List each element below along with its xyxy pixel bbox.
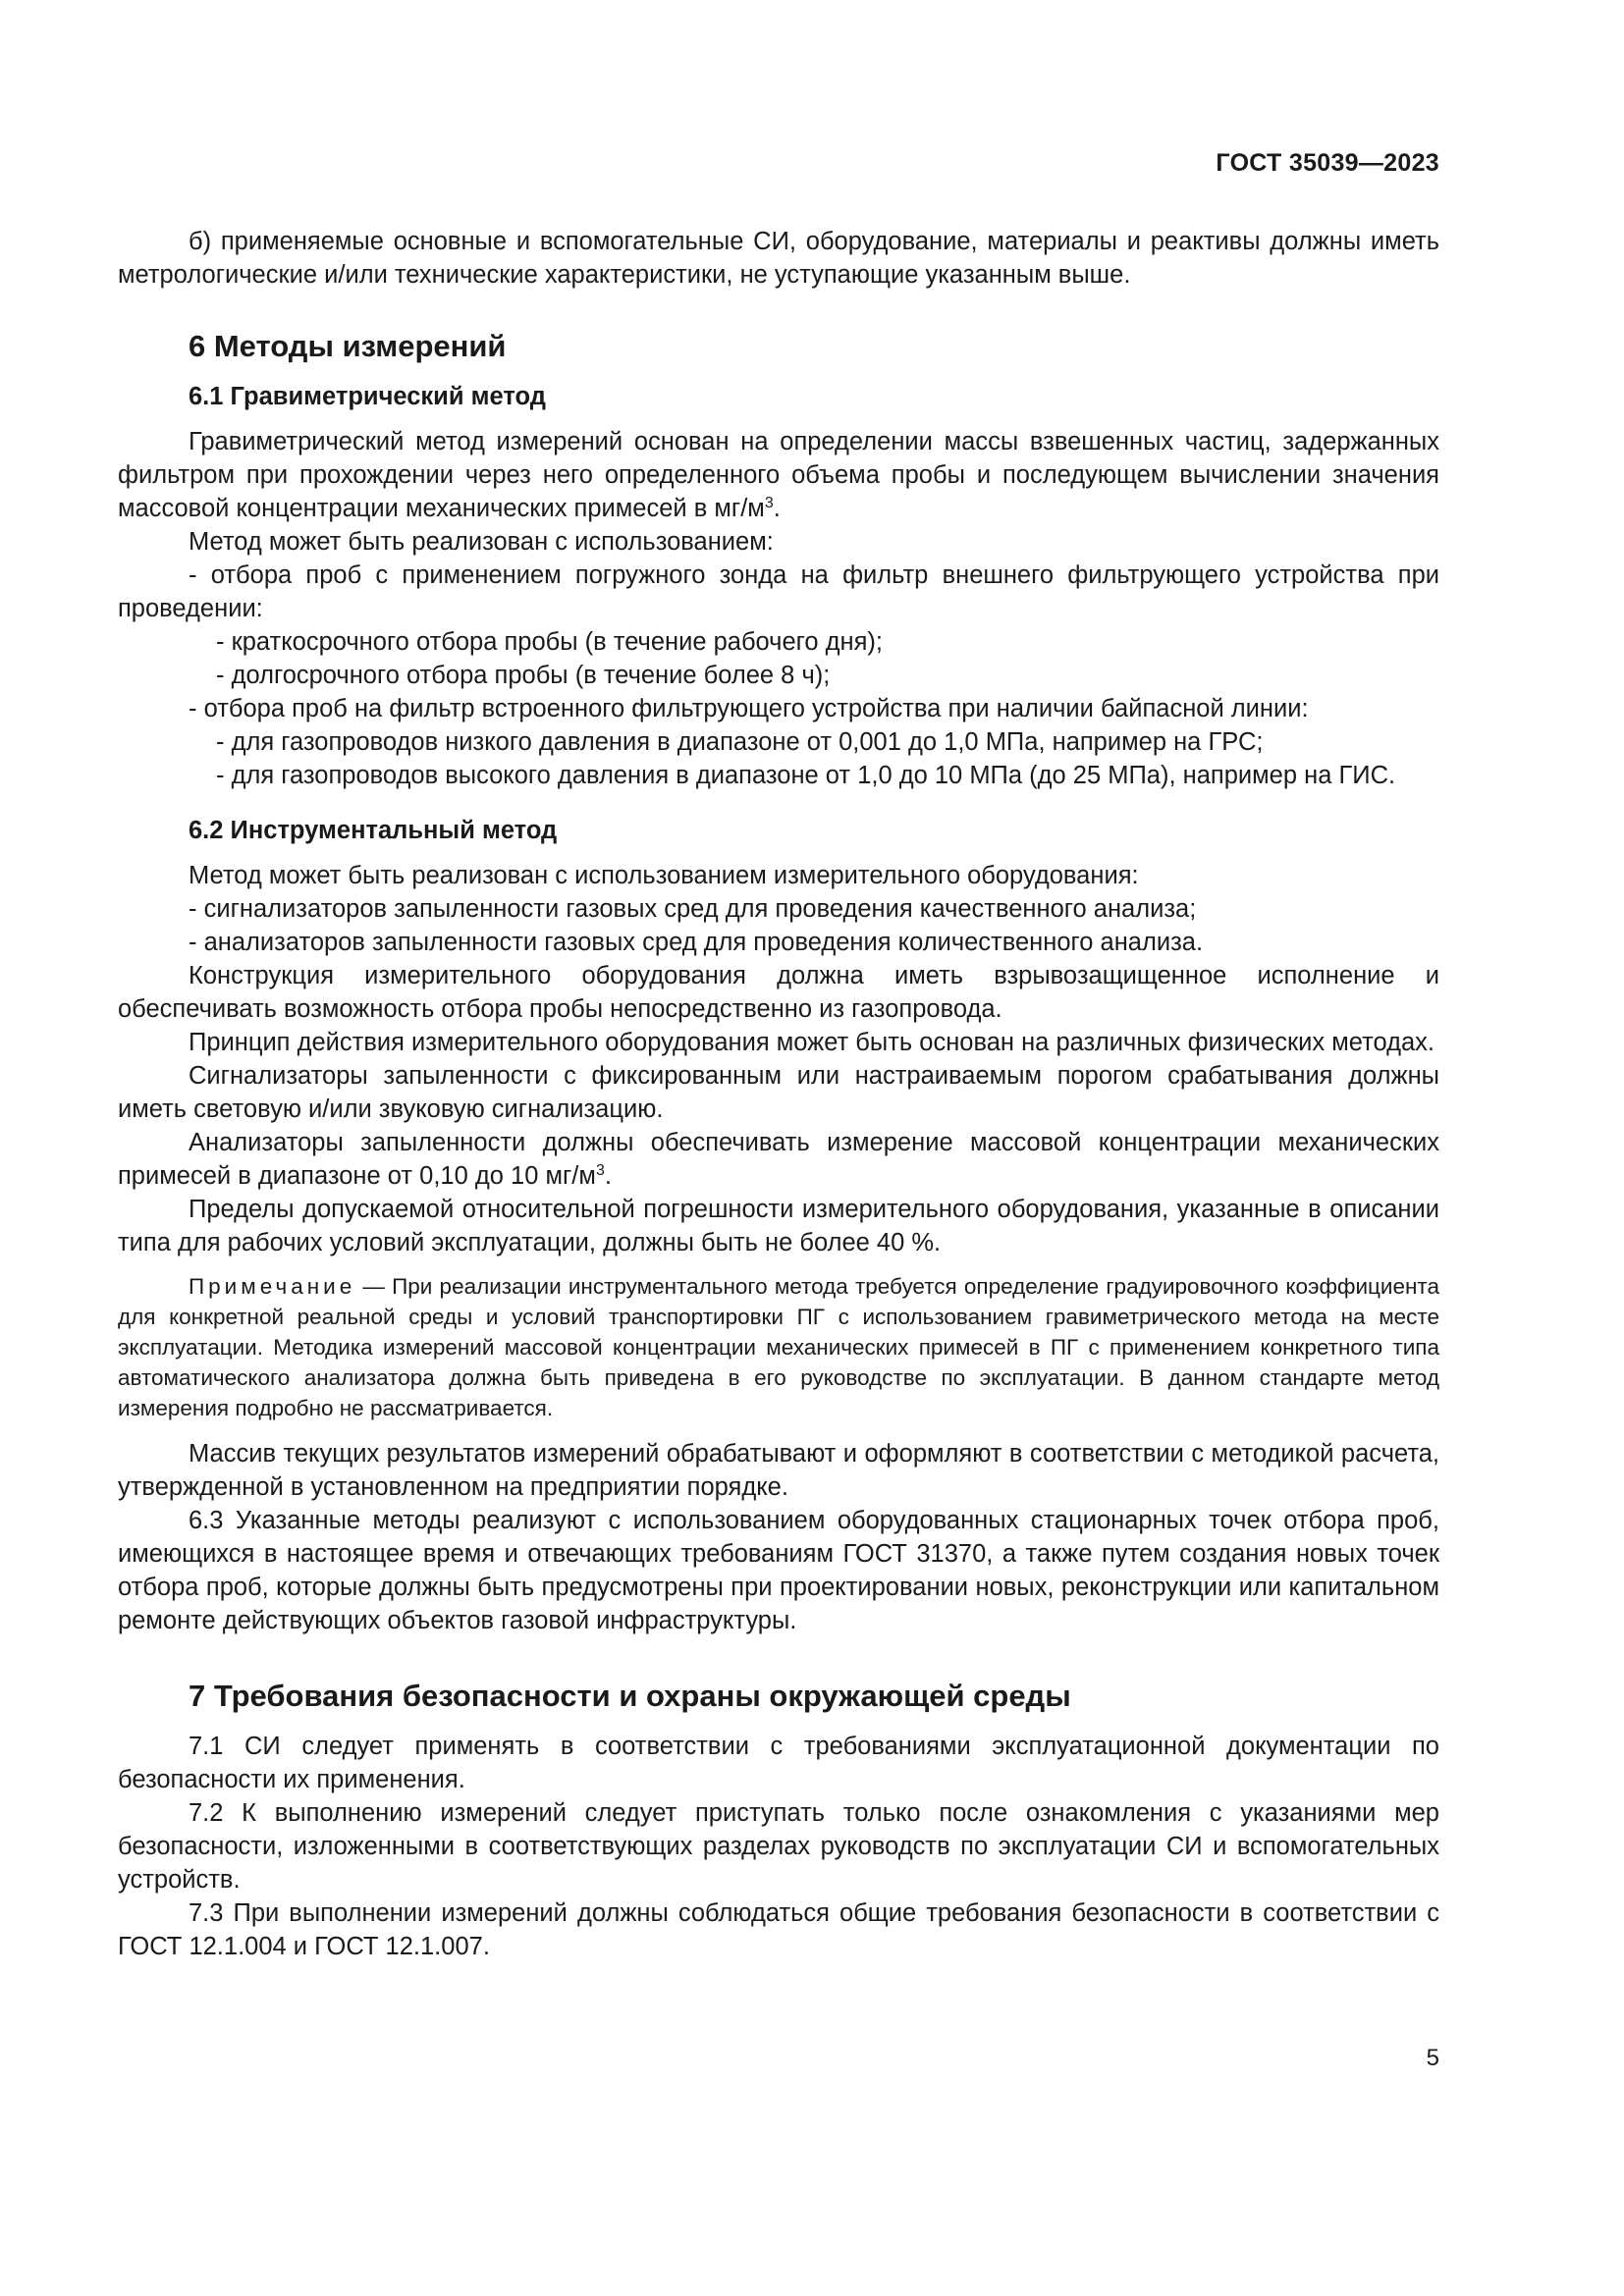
paragraph-7-1: 7.1 СИ следует применять в соответствии с требованиями эксплуатационной документации по безопасности их применения. — [118, 1733, 1439, 1793]
paragraph-6-1-gravimetric — [118, 425, 1439, 525]
document-id-header: ГОСТ 35039—2023 — [1216, 149, 1439, 177]
section-6-title: 6 Методы измерений — [189, 329, 507, 363]
paragraph-6-3: 6.3 Указанные методы реализуют с использованием оборудованных стационарных точек отбора проб, имеющихся в настоящее время и отвечающих требованиям ГОСТ 31370, а также путем создания новых точек отбора проб, которые должны быть предусмотрены при проектировании новых, реконструкции или капитальном ремонте действующих объектов газовой инфраструктуры. — [118, 1507, 1439, 1634]
paragraph-text: Анализаторы запыленности должны обеспечивать измерение массовой концентрации механических примесей в диапазоне от 0,10 до 10 мг/м — [118, 1129, 1439, 1190]
paragraph-intro-b: б) применяемые основные и вспомогательные СИ, оборудование, материалы и реактивы должны иметь метрологические и/или технические характеристики, не уступающие указанным выше. — [118, 228, 1439, 289]
subsection-6-2-title: 6.2 Инструментальный метод — [189, 817, 558, 844]
paragraph-analyzers — [118, 1126, 1439, 1193]
list-item-analyzers: - анализаторов запыленности газовых сред для проведения количественного анализа. — [189, 929, 1204, 956]
list-item-bypass-sampling: - отбора проб на фильтр встроенного фильтрующего устройства при наличии байпасной линии: — [189, 695, 1309, 722]
paragraph-text: Гравиметрический метод измерений основан на определении массы взвешенных частиц, задержанных фильтром при прохождении через него определенного объема пробы и последующем вычислении значения массовой концентрации механических примесей в мг/м — [118, 428, 1439, 522]
list-item-low-pressure: - для газопроводов низкого давления в диапазоне от 0,001 до 1,0 МПа, например на ГРС; — [216, 728, 1264, 756]
paragraph-principle: Принцип действия измерительного оборудования может быть основан на различных физических методах. — [189, 1029, 1435, 1056]
paragraph-end: . — [773, 495, 781, 522]
list-item-signalers: - сигнализаторов запыленности газовых сред для проведения качественного анализа; — [189, 895, 1197, 923]
paragraph-7-3: 7.3 При выполнении измерений должны соблюдаться общие требования безопасности в соответствии с ГОСТ 12.1.004 и ГОСТ 12.1.007. — [118, 1899, 1439, 1960]
paragraph-construction: Конструкция измерительного оборудования должна иметь взрывозащищенное исполнение и обеспечивать возможность отбора пробы непосредственно из газопровода. — [118, 962, 1439, 1023]
list-item-short-term: - краткосрочного отбора пробы (в течение рабочего дня); — [216, 628, 883, 656]
section-7-title: 7 Требования безопасности и охраны окружающей среды — [189, 1679, 1071, 1713]
note-text: — При реализации инструментального метода требуется определение градуировочного коэффициента для конкретной реальной среды и условий транспортировки ПГ с использованием гравиметрического метода на месте эксплуатации. Методика измерений массовой концентрации механических примесей в ПГ с применением конкретного типа автоматического анализатора должна быть приведена в его руководстве по эксплуатации. В данном стандарте метод измерения подробно не рассматривается. — [118, 1274, 1439, 1420]
paragraph-7-2: 7.2 К выполнению измерений следует приступать только после ознакомления с указаниями мер безопасности, изложенными в соответствующих разделах руководств по эксплуатации СИ и вспомогательных устройств. — [118, 1799, 1439, 1894]
paragraph-end: . — [604, 1162, 612, 1190]
page-body — [118, 225, 1439, 1963]
note-label: Примечание — [189, 1274, 356, 1299]
list-item-long-term: - долгосрочного отбора пробы (в течение более 8 ч); — [216, 662, 831, 689]
list-item-probe-sampling: - отбора проб с применением погружного зонда на фильтр внешнего фильтрующего устройства при проведении: — [118, 561, 1439, 622]
superscript: 3 — [764, 495, 774, 511]
subsection-6-1-title: 6.1 Гравиметрический метод — [189, 383, 546, 410]
paragraph-6-2-method: Метод может быть реализован с использованием измерительного оборудования: — [189, 862, 1139, 889]
superscript: 3 — [595, 1162, 605, 1179]
paragraph-6-1-method: Метод может быть реализован с использованием: — [189, 528, 774, 556]
paragraph-results-processing: Массив текущих результатов измерений обрабатывают и оформляют в соответствии с методикой расчета, утвержденной в установленном на предприятии порядке. — [118, 1440, 1439, 1501]
paragraph-signalers: Сигнализаторы запыленности с фиксированным или настраиваемым порогом срабатывания должны иметь световую и/или звуковую сигнализацию. — [118, 1062, 1439, 1123]
list-item-high-pressure: - для газопроводов высокого давления в диапазоне от 1,0 до 10 МПа (до 25 МПа), например на ГИС. — [216, 762, 1396, 789]
paragraph-error-limits: Пределы допускаемой относительной погрешности измерительного оборудования, указанные в описании типа для рабочих условий эксплуатации, должны быть не более 40 %. — [118, 1196, 1439, 1256]
page-number: 5 — [1426, 2045, 1439, 2071]
note-block — [118, 1271, 1439, 1423]
